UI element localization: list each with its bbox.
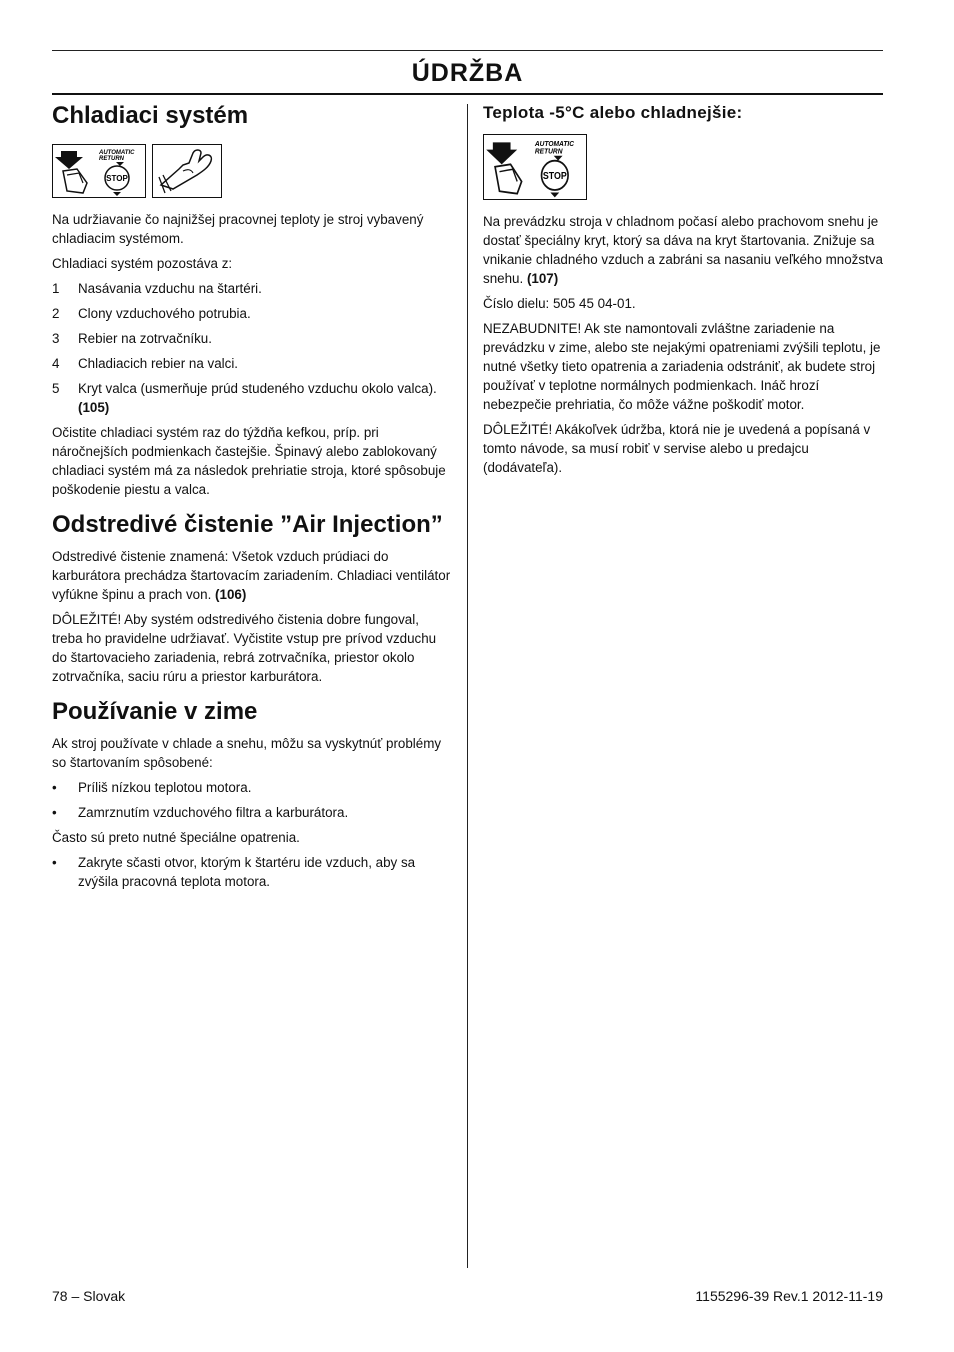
list-item: 5 Kryt valca (usmerňuje prúd studeného vzduchu okolo valca). (105): [52, 381, 437, 415]
part-number: Číslo dielu: 505 45 04-01.: [483, 296, 636, 311]
svg-text:STOP: STOP: [106, 174, 128, 183]
column-divider: [467, 104, 468, 1268]
heading-winter-use: Používanie v zime: [52, 698, 258, 725]
cold-icons: [483, 134, 883, 200]
stop-switch-icon: [53, 145, 147, 199]
list-item: 2 Clony vzduchového potrubia.: [52, 306, 251, 321]
cold-p3: DÔLEŽITÉ! Akákoľvek údržba, ktorá nie je uvedená a popísaná v tomto návode, sa musí robiť v servise alebo u predajcu (dodávateľa).: [483, 422, 871, 475]
list-item: • Zamrznutím vzduchového filtra a karburátora.: [52, 805, 349, 820]
right-column: [483, 100, 883, 477]
winter-problems-list: [52, 778, 452, 822]
cooling-clean: Očistite chladiaci systém raz do týždňa kefkou, príp. pri náročnejších podmienkach častejšie. Špinavý alebo zablokovaný chladiaci systém má za následok prehriatie stroja, ktoré spôsobuje poškodenie piestu a valca.: [52, 425, 446, 497]
automatic-return-stop-icon: [52, 144, 146, 198]
automatic-return-stop-icon: [483, 134, 587, 200]
figure-ref: (106): [215, 587, 247, 602]
svg-text:AUTOMATIC: AUTOMATIC: [534, 140, 575, 149]
heading-cold-temperature: Teplota -5°C alebo chladnejšie:: [483, 103, 743, 122]
list-item: 3 Rebier na zotrvačníku.: [52, 331, 212, 346]
left-column: [52, 100, 452, 891]
cooling-intro: Na udržiavanie čo najnižšej pracovnej teploty je stroj vybavený chladiacim systémom.: [52, 212, 424, 246]
winter-p2: Často sú preto nutné špeciálne opatrenia.: [52, 830, 300, 845]
list-item: 1 Nasávania vzduchu na štartéri.: [52, 281, 262, 296]
glove-icon: [152, 144, 222, 198]
heading-air-injection: Odstredivé čistenie ”Air Injection”: [52, 511, 443, 538]
list-item: 4 Chladiacich rebier na valci.: [52, 356, 239, 371]
svg-text:RETURN: RETURN: [99, 156, 124, 162]
heading-cooling-system: Chladiaci systém: [52, 102, 249, 129]
cooling-consists: Chladiaci systém pozostáva z:: [52, 256, 233, 271]
figure-ref: (107): [526, 271, 559, 286]
cooling-parts-list: [52, 279, 452, 417]
figure-ref: (105): [78, 400, 110, 415]
winter-p1: Ak stroj používate v chlade a snehu, môžu sa vyskytnúť problémy so štartovaním spôsobené:: [52, 736, 442, 770]
svg-text:AUTOMATIC: AUTOMATIC: [99, 150, 135, 156]
footer-doc-id: 1155296-39 Rev.1 2012-11-19: [695, 1288, 883, 1304]
section-title: ÚDRŽBA: [411, 59, 524, 87]
cold-p1: Na prevádzku stroja v chladnom počasí alebo prachovom snehu je dostať špeciálny kryt, ktorý sa dáva na kryt štartovania. Znižuje sa vnikanie chladného vzduch a zabráni sa nasaniu veľkého množstva snehu. (107): [483, 214, 883, 286]
cooling-icons: [52, 144, 452, 198]
footer-page-number: 78 – Slovak: [52, 1288, 126, 1304]
header-bottom-rule: [52, 93, 883, 95]
list-item: • Príliš nízkou teplotou motora.: [52, 780, 252, 795]
air-injection-p2: DÔLEŽITÉ! Aby systém odstredivého čistenia dobre fungoval, treba ho pravidelne udržiavať. Vyčistite vstup pre prívod vzduchu do štartovacieho zariadenia, rebrá zotrvačníka, priestor okolo zotrvačníka, saciu rúru a priestor karburátora.: [52, 612, 437, 684]
header-top-rule: [52, 50, 883, 51]
winter-measures-list: [52, 853, 452, 891]
stop-switch-icon: [484, 135, 588, 201]
cold-p2: NEZABUDNITE! Ak ste namontovali zvláštne zariadenie na prevádzku v zime, alebo ste nejakými opatreniami zvýšili teplotu, je nutné všetky tieto opatrenia a zariadenia odstrániť, ak budete stroj používať v teplotne normálnych podmienkach. Ináč hrozí nebezpečie prehriatia, čo môže vážne poškodiť motor.: [483, 321, 881, 412]
list-item: • Zakryte sčasti otvor, ktorým k štartéru ide vzduch, aby sa zvýšila pracovná teplota motora.: [52, 855, 416, 889]
air-injection-p1: Odstredivé čistenie znamená: Všetok vzduch prúdiaci do karburátora prechádza štartovacím zariadením. Chladiaci ventilátor vyfúkne špinu a prach von. (106): [52, 549, 451, 602]
svg-text:STOP: STOP: [542, 170, 567, 182]
svg-text:RETURN: RETURN: [534, 148, 563, 156]
